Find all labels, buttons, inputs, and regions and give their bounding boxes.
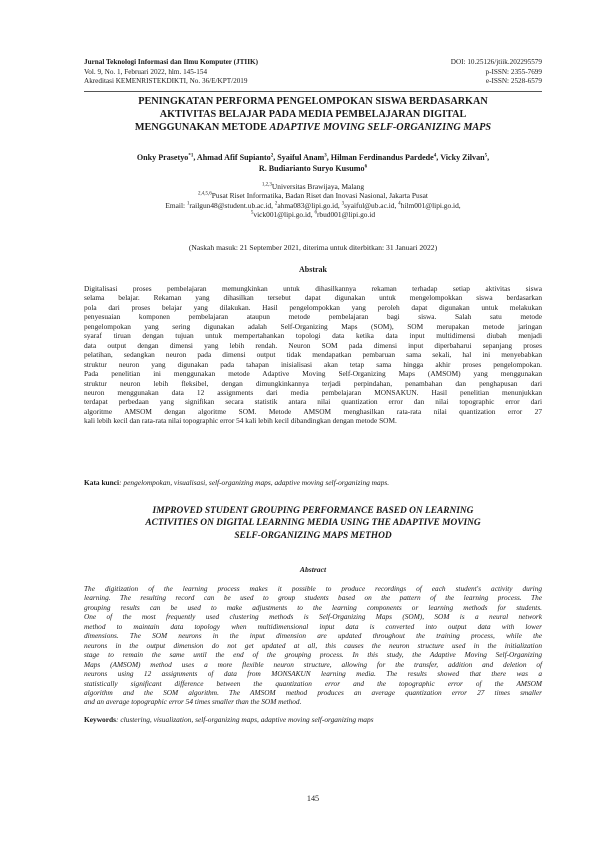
paragraph-line: statistically significant difference between the quantization error and the topographic error of the AMSOM bbox=[84, 678, 542, 688]
paragraph-line: learning. The resulting record can be used to group students based on the pattern of the learning process. The bbox=[84, 593, 542, 603]
kata-kunci-label: Kata kunci bbox=[84, 478, 120, 487]
paragraph-line: pengelompokan yang sering digunakan adalah Self-Organizing Maps (SOM), SOM merupakan metode jaringan bbox=[84, 321, 542, 331]
email-sup: 3 bbox=[341, 201, 345, 207]
kata-kunci bbox=[84, 478, 542, 488]
email[interactable]: vick001@lipi.go.id, bbox=[253, 210, 315, 220]
author: Ahmad Afif Supianto bbox=[196, 153, 271, 162]
title-line-italic: ADAPTIVE MOVING SELF-ORGANIZING MAPS bbox=[269, 122, 492, 133]
abstract-body bbox=[84, 584, 542, 707]
journal-volume: Vol. 9, No. 1, Februari 2022, hlm. 145-154 bbox=[84, 67, 208, 76]
author-sup: 3 bbox=[324, 153, 327, 159]
paragraph-line: and an average topographic error 54 times smaller than the SOM method. bbox=[84, 697, 302, 707]
author-sup: 2 bbox=[270, 153, 274, 159]
english-title-line: ACTIVITIES ON DIGITAL LEARNING MEDIA USING THE ADAPTIVE MOVING bbox=[145, 518, 481, 529]
paragraph-line: struktur neuron yang digunakan pada tahapan inisialisasi akan tetap sama hingga akhir proses pengelompokan. bbox=[84, 359, 542, 369]
paragraph-line: Maps (AMSOM) method uses a more flexible neuron structure, allowing for the transfer, addition and deletion of bbox=[84, 659, 542, 669]
affiliations bbox=[84, 182, 542, 220]
author-sup: 6 bbox=[364, 164, 368, 170]
author-sup: *1 bbox=[188, 153, 194, 159]
author-sup: 4 bbox=[433, 153, 437, 159]
keywords bbox=[84, 715, 542, 725]
email[interactable]: ahma083@lipi.go.id, bbox=[277, 200, 342, 210]
email-sup: 1 bbox=[186, 201, 190, 207]
author: R. Budiarianto Suryo Kusumo bbox=[258, 164, 365, 173]
journal-header-left bbox=[84, 58, 258, 87]
english-title-line: SELF-ORGANIZING MAPS METHOD bbox=[234, 530, 392, 541]
paragraph-line: syaraf tiruan dengan tujuan untuk mempertahankan topologi data ketika data input multidimensi diubah menjadi bbox=[84, 331, 542, 341]
p-issn: p-ISSN: 2355-7699 bbox=[485, 67, 542, 76]
paragraph-line: stage to remain the same until the end of the grouping process. In this study, the Adaptive Moving Self-Organizing bbox=[84, 650, 542, 660]
page-number: 145 bbox=[306, 794, 320, 803]
paragraph-line: pola dari proses belajar yang dilakukan. Hasil pengelompokkan yang peroleh dapat digunakan untuk melakukan bbox=[84, 302, 542, 312]
affiliation-sup: 2,4,5,6 bbox=[198, 191, 212, 197]
author: Onky Prasetyo bbox=[136, 153, 189, 162]
email-sup: 4 bbox=[398, 201, 401, 207]
keywords-label: Keywords bbox=[84, 715, 117, 724]
email-line bbox=[84, 210, 542, 219]
english-title bbox=[84, 505, 542, 542]
paragraph-line: Pada penelitian ini menggunakan metode Adaptive Moving Self-Organizing Maps (AMSOM) yang menggunakan bbox=[84, 369, 542, 379]
paragraph-line: terdapat perbedaan yang signifikan secara statistik antara nilai quantization error dan nilai topographic error dari bbox=[84, 397, 542, 407]
title-line: AKTIVITAS BELAJAR PADA MEDIA PEMBELAJARAN DIGITAL bbox=[159, 109, 467, 120]
paper-title bbox=[84, 95, 542, 134]
email[interactable]: rbud001@lipi.go.id bbox=[316, 210, 376, 220]
email-sup: 5 bbox=[250, 210, 254, 216]
paragraph-line: neurons in the output dimension do not get updated at all, this causes the neuron structure used in the initialization bbox=[84, 640, 542, 650]
paragraph-line: neuron menggunakan data 12 assignments dari media pembelajaran MONSAKUN. Hasil penelitian menunjukkan bbox=[84, 387, 542, 397]
paragraph-line: One of the most frequently used clustering methods is Self-Organizing Maps (SOM), SOM is a neural network bbox=[84, 612, 542, 622]
author-list bbox=[84, 152, 542, 174]
doi: DOI: 10.25126/jtiik.202295579 bbox=[450, 58, 542, 66]
email-sup: 6 bbox=[314, 210, 317, 216]
keywords-text: : clustering, visualization, self-organizing maps, adaptive moving self-organizing maps bbox=[116, 715, 374, 724]
title-line: PENINGKATAN PERFORMA PENGELOMPOKAN SISWA BERDASARKAN bbox=[138, 96, 488, 107]
email[interactable]: hilm001@lipi.go.id, bbox=[400, 200, 461, 210]
kata-kunci-text: : pengelompokan, visualisasi, self-organizing maps, adaptive moving self-organizing maps. bbox=[119, 478, 390, 487]
english-title-line: IMPROVED STUDENT GROUPING PERFORMANCE BASED ON LEARNING bbox=[152, 506, 474, 516]
paragraph-line: algoritme AMSOM dengan algoritme SOM. Metode AMSOM menghasilkan rata-rata nilai quantization error 27 bbox=[84, 406, 542, 416]
author-line: Onky Prasetyo$^{*1}$, Ahmad Afif Supianto$^2$, Syaiful Anam$^3$, Hilman Ferdinandus Pardede$^4$, Vicky Zilvan$^5$, bbox=[136, 153, 490, 162]
journal-accreditation: Akreditasi KEMENRISTEKDIKTI, No. 36/E/KPT/2019 bbox=[84, 77, 248, 86]
affiliation: Universitas Brawijaya, Malang bbox=[271, 182, 365, 191]
email-line bbox=[84, 201, 542, 210]
abstrak-body bbox=[84, 284, 542, 426]
paragraph-line: selama belajar. Rekaman yang dihasilkan tersebut dapat digunakan untuk mengelompokkan siswa berdasarkan bbox=[84, 293, 542, 303]
author-line bbox=[84, 163, 542, 174]
email-sup: 2 bbox=[274, 201, 278, 207]
paragraph-line: dimensions. The SOM neurons in the input dimension are updated throughout the training process, while the bbox=[84, 631, 542, 641]
paragraph-line: method to maintain data topology when multidimensional input data is converted into output data with lower bbox=[84, 621, 542, 631]
title-line bbox=[84, 121, 542, 134]
journal-header-right bbox=[451, 58, 542, 87]
affiliation-sup: 1,2,3 bbox=[261, 182, 272, 188]
paragraph-line: pelatihan, sedangkan neuron pada dimensi output tidak mendapatkan pembaruan sama sekali, hal ini menyebabkan bbox=[84, 350, 542, 360]
journal-name: Jurnal Teknologi Informasi dan Ilmu Komputer (JTIIK) bbox=[84, 58, 258, 66]
paragraph-line: algorithm and the SOM algorithm. The AMSOM method produces an average quantization error 27 times smaller bbox=[84, 687, 542, 697]
email[interactable]: syaiful@ub.ac.id, bbox=[344, 200, 399, 210]
paragraph-line: penyesuaian komponen pembelajaran ataupun metode pembelajaran bagi siswa. Salah satu metode bbox=[84, 312, 542, 322]
affiliation-line bbox=[84, 182, 542, 191]
email-label: Email: bbox=[165, 200, 187, 210]
affiliation: Pusat Riset Informatika, Badan Riset dan Inovasi Nasional, Jakarta Pusat bbox=[211, 191, 428, 201]
abstrak-heading: Abstrak bbox=[298, 265, 327, 274]
email[interactable]: railgun48@student.ub.ac.id, bbox=[189, 200, 275, 210]
affiliation-line bbox=[84, 191, 542, 200]
paragraph-line: kali lebih kecil dan rata-rata nilai topographic error 54 kali lebih kecil dibandingkan dengan metode SOM. bbox=[84, 416, 397, 426]
paragraph-line: grouping results can be used to make adjustments to the learning components or learning methods for students. bbox=[84, 602, 542, 612]
header-rule bbox=[84, 91, 542, 92]
author-sup: 5 bbox=[484, 153, 488, 159]
author: Syaiful Anam bbox=[277, 153, 325, 162]
received-dates: (Naskah masuk: 21 September 2021, diterima untuk diterbitkan: 31 Januari 2022) bbox=[188, 243, 438, 252]
paragraph-line: data output dengan dimensi yang lebih rendah. Neuron SOM pada dimensi input diperbaharui sepanjang proses bbox=[84, 340, 542, 350]
paragraph-line: The digitization of the learning process makes it possible to produce recordings of each student's activity during bbox=[84, 584, 542, 593]
author: Hilman Ferdinandus Pardede bbox=[330, 153, 434, 162]
title-line-prefix: MENGGUNAKAN METODE bbox=[134, 122, 270, 133]
paragraph-line: neurons using 12 assignments of data from MONSAKUN learning media. The results showed that there was a bbox=[84, 669, 542, 679]
paragraph-line: Digitalisasi proses pembelajaran memungkinkan untuk dihasilkannya rekaman terhadap setiap aktivitas siswa bbox=[84, 284, 542, 293]
e-issn: e-ISSN: 2528-6579 bbox=[485, 77, 542, 86]
author: Vicky Zilvan bbox=[440, 153, 485, 162]
paragraph-line: struktur neuron lebih fleksibel, dengan dimungkinkannya terjadi perpindahan, penambahan dan penghapusan dari bbox=[84, 378, 542, 388]
abstract-heading: Abstract bbox=[299, 565, 327, 574]
